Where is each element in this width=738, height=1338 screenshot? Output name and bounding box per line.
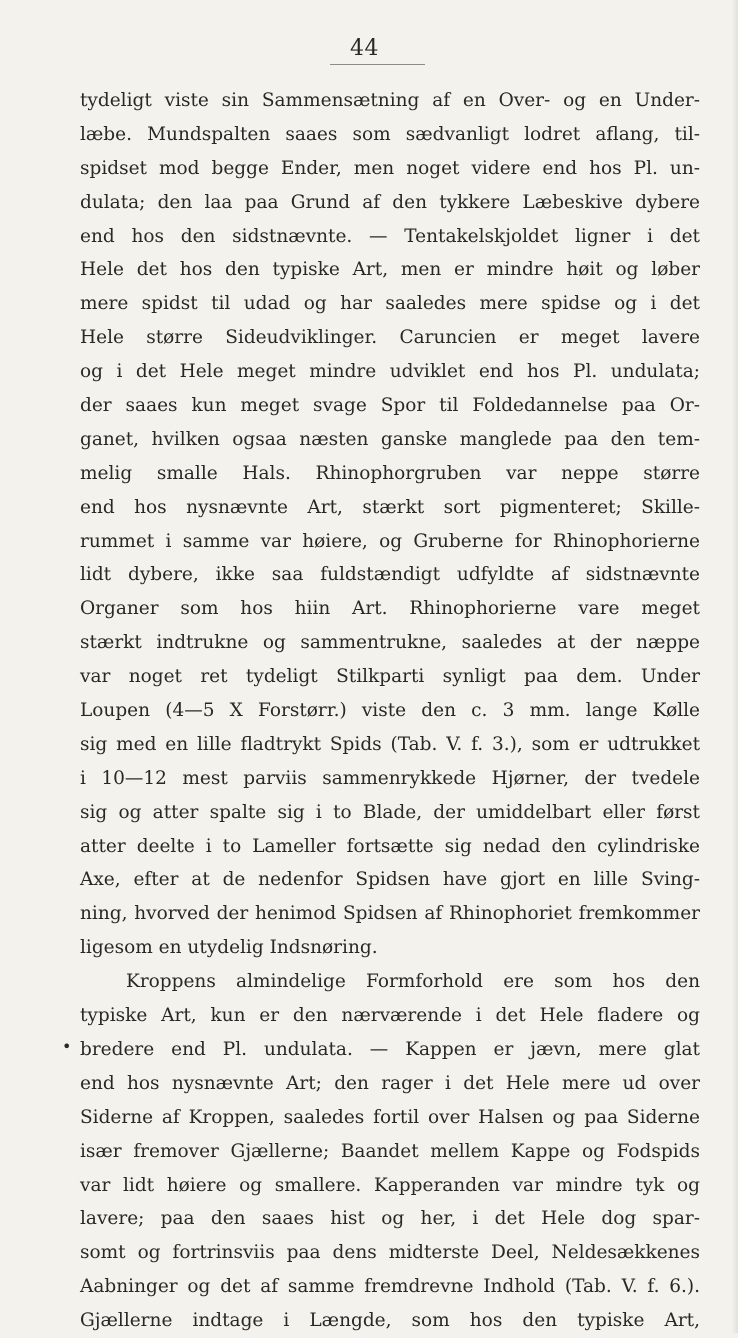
text-line: mere spidst til udad og har saaledes mere spidse og i det: [80, 293, 700, 315]
text-line: Loupen (4—5 X Forstørr.) viste den c. 3 mm. lange Kølle: [80, 700, 700, 722]
text-line: bredere end Pl. undulata. — Kappen er jævn, mere glat: [80, 1038, 700, 1060]
text-line: typiske Art, kun er den nærværende i det Hele fladere og: [80, 1005, 700, 1027]
page-edge-shadow: [732, 0, 738, 1333]
text-line: melig smalle Hals. Rhinophorgruben var neppe større: [80, 462, 700, 484]
text-line: spidset mod begge Ender, men noget videre end hos Pl. un-: [80, 157, 700, 179]
text-line: rummet i samme var høiere, og Gruberne for Rhinophorierne: [80, 530, 700, 552]
text-line: Gjællerne indtage i Længde, som hos den typiske Art,: [80, 1310, 700, 1332]
text-line: Axe, efter at de nedenfor Spidsen have gjort en lille Sving-: [80, 869, 700, 891]
text-line: især fremover Gjællerne; Baandet mellem Kappe og Fodspids: [80, 1140, 700, 1162]
text-line: atter deelte i to Lameller fortsætte sig nedad den cylindriske: [80, 835, 700, 857]
text-line: der saaes kun meget svage Spor til Foldedannelse paa Or-: [80, 395, 700, 417]
text-line: var lidt høiere og smallere. Kapperanden var mindre tyk og: [80, 1174, 700, 1196]
text-line: læbe. Mundspalten saaes som sædvanligt lodret aflang, til-: [80, 123, 700, 145]
text-line: var noget ret tydeligt Stilkparti synligt paa dem. Under: [80, 666, 700, 688]
text-line: i 10—12 mest parviis sammenrykkede Hjørner, der tvedele: [80, 767, 700, 789]
page-number-rule: [330, 64, 425, 65]
text-line: end hos nysnævnte Art, stærkt sort pigmenteret; Skille-: [80, 496, 700, 518]
margin-bullet: •: [62, 1037, 72, 1056]
text-line: lidt dybere, ikke saa fuldstændigt udfyldte af sidstnævnte: [80, 564, 700, 586]
page-number: 44: [350, 36, 379, 61]
text-line: stærkt indtrukne og sammentrukne, saaledes at der næppe: [80, 632, 700, 654]
text-line: end hos nysnævnte Art; den rager i det Hele mere ud over: [80, 1072, 700, 1094]
text-line: Siderne af Kroppen, saaledes fortil over Halsen og paa Siderne: [80, 1106, 700, 1128]
text-line: Hele større Sideudviklinger. Caruncien er meget lavere: [80, 327, 700, 349]
text-line: ganet, hvilken ogsaa næsten ganske manglede paa den tem-: [80, 428, 700, 450]
text-line: og i det Hele meget mindre udviklet end hos Pl. undulata;: [80, 361, 700, 383]
text-line: ligesom en utydelig Indsnøring.: [80, 937, 378, 959]
body-text: [80, 84, 700, 1338]
text-line: sig med en lille fladtrykt Spids (Tab. V. f. 3.), som er udtrukket: [80, 733, 700, 755]
text-line: sig og atter spalte sig i to Blade, der umiddelbart eller først: [80, 801, 700, 823]
text-line: dulata; den laa paa Grund af den tykkere Læbeskive dybere: [80, 191, 700, 213]
text-line: end hos den sidstnævnte. — Tentakelskjoldet ligner i det: [80, 225, 700, 247]
text-line: lavere; paa den saaes hist og her, i det Hele dog spar-: [80, 1208, 700, 1230]
text-line: Organer som hos hiin Art. Rhinophorierne vare meget: [80, 598, 700, 620]
text-line: Aabninger og det af samme fremdrevne Indhold (Tab. V. f. 6.).: [80, 1276, 700, 1298]
text-line: tydeligt viste sin Sammensætning af en Over- og en Under-: [80, 90, 700, 111]
text-line: Kroppens almindelige Formforhold ere som hos den: [126, 971, 700, 993]
text-line: Hele det hos den typiske Art, men er mindre høit og løber: [80, 259, 700, 281]
text-line: ning, hvorved der henimod Spidsen af Rhinophoriet fremkommer: [80, 903, 700, 925]
text-line: somt og fortrinsviis paa dens midterste Deel, Neldesækkenes: [80, 1242, 700, 1264]
